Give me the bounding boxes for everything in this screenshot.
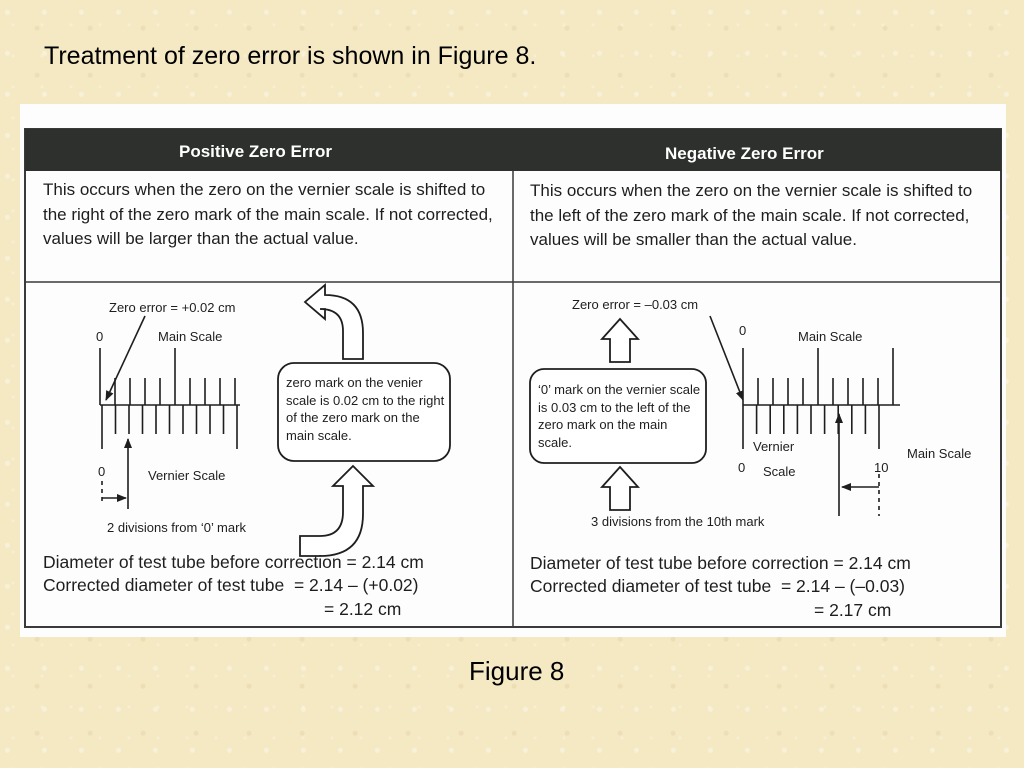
negative-main-scale-label: Main Scale bbox=[798, 329, 863, 344]
negative-header: Negative Zero Error bbox=[665, 144, 824, 163]
header-bar bbox=[25, 129, 1001, 171]
negative-calc-line-1: Diameter of test tube before correction = 2.14 cm bbox=[530, 553, 911, 573]
negative-vernier-zero: 0 bbox=[738, 460, 746, 475]
figure-panel bbox=[20, 104, 1006, 637]
positive-main-zero: 0 bbox=[96, 329, 104, 344]
positive-main-scale-label: Main Scale bbox=[158, 329, 223, 344]
positive-calc-line-3: = 2.12 cm bbox=[324, 599, 402, 619]
negative-divisions-label: 3 divisions from the 10th mark bbox=[591, 514, 765, 529]
hollow-up-arrow-top bbox=[602, 319, 638, 362]
hollow-up-arrow-bottom bbox=[602, 467, 638, 510]
negative-vernier-label-1: Vernier bbox=[753, 439, 795, 454]
negative-calc-line-3: = 2.17 cm bbox=[814, 600, 892, 620]
figure-caption: Figure 8 bbox=[469, 656, 565, 686]
negative-description: This occurs when the zero on the vernier scale is shifted to the left of the zero mark of the main scale. If not corrected, values will be smaller than the actual value. bbox=[530, 181, 973, 249]
positive-zero-error-label: Zero error = +0.02 cm bbox=[109, 300, 236, 315]
negative-calc-line-2: Corrected diameter of test tube = 2.14 – (–0.03) bbox=[530, 576, 906, 596]
slide-title: Treatment of zero error is shown in Figure 8. bbox=[44, 42, 537, 70]
curved-arrow-bottom bbox=[300, 466, 373, 556]
negative-main-zero: 0 bbox=[739, 323, 747, 338]
positive-header: Positive Zero Error bbox=[179, 142, 333, 161]
positive-description: This occurs when the zero on the vernier scale is shifted to the right of the zero mark of the main scale. If not corrected, values will be larger than the actual value. bbox=[43, 180, 493, 248]
positive-box-text: zero mark on the venier scale is 0.02 cm to the right of the zero mark on the main scale. bbox=[286, 375, 445, 443]
negative-main-scale-side-label: Main Scale bbox=[907, 446, 972, 461]
positive-calc-line-1: Diameter of test tube before correction = 2.14 cm bbox=[43, 552, 424, 572]
positive-vernier-zero: 0 bbox=[98, 464, 106, 479]
negative-box-text: ‘0’ mark on the vernier scale is 0.03 cm to the left of the zero mark on the main scale. bbox=[538, 382, 701, 450]
curved-arrow-top bbox=[305, 285, 363, 359]
positive-vernier-scale-label: Vernier Scale bbox=[148, 468, 226, 483]
positive-calc-line-2: Corrected diameter of test tube = 2.14 – (+0.02) bbox=[43, 575, 419, 595]
negative-zero-error-label: Zero error = –0.03 cm bbox=[572, 297, 699, 312]
negative-vernier-ten: 10 bbox=[874, 460, 889, 475]
negative-vernier-label-2: Scale bbox=[763, 464, 796, 479]
zero-error-pointer bbox=[106, 316, 145, 400]
positive-divisions-label: 2 divisions from ‘0’ mark bbox=[107, 520, 246, 535]
